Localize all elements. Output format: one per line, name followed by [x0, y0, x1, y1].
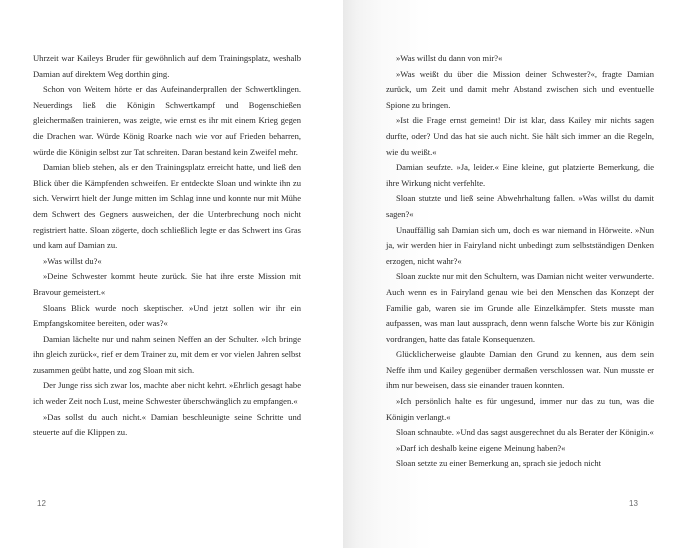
left-page-text — [33, 51, 301, 441]
paragraph: »Ist die Frage ernst gemeint! Dir ist klar, dass Kailey mir nichts sagen durfte, oder? Und das hat sie auch nicht. Sie hält sich immer an die Regeln, wie du weißt.« — [386, 115, 654, 157]
paragraph: Der Junge riss sich zwar los, machte aber nicht kehrt. »Ehrlich gesagt habe ich weder Zeit noch Lust, meine Schwester überschwänglich zu empfangen.« — [33, 380, 301, 407]
paragraph: Glücklicherweise glaubte Damian den Grund zu kennen, aus dem sein Neffe ihm und Kailey gegenüber dermaßen verschlossen war. Nun musste er ihm nur beweisen, dass sie einander trauen konnten. — [386, 349, 654, 391]
paragraph: Sloans Blick wurde noch skeptischer. »Und jetzt sollen wir ihr ein Empfangskomitee bereiten, oder was?« — [33, 302, 301, 329]
page-number: 12 — [37, 499, 46, 508]
paragraph: »Was weißt du über die Mission deiner Schwester?«, fragte Damian zurück, um Zeit und damit mehr Abstand zwischen sich und eventuelle Spione zu bringen. — [386, 68, 654, 110]
paragraph: Sloan zuckte nur mit den Schultern, was Damian nicht weiter verwunderte. Auch wenn es in Fairyland genau wie bei den Menschen das Konzept der Familie gab, waren sie im Grunde alle Einzelkämpfer. Stets musste man aufpassen, was man laut aussprach, denn wenn falsche Worte bis zur Königin vordrangen, hatte das fatale Konsequenzen. — [386, 271, 654, 344]
paragraph: »Das sollst du auch nicht.« Damian beschleunigte seine Schritte und steuerte auf die Klippen zu. — [33, 411, 301, 438]
paragraph: »Ich persönlich halte es für ungesund, immer nur das zu tun, was die Königin verlangt.« — [386, 396, 654, 422]
paragraph: Damian blieb stehen, als er den Trainingsplatz erreicht hatte, und ließ den Blick über die Kämpfenden schweifen. Er entdeckte Sloan und winkte ihn zu sich. Verwirrt hielt der Junge mitten im Schlag inne und konnte nur mit Mühe dem Schwert des Gegners ausweichen, der die Unterbrechung noch nicht registriert hatte. Sloan zögerte, doch schließlich legte er das Schwert ins Gras und kam auf Damian zu. — [33, 162, 301, 251]
paragraph: Sloan stutzte und ließ seine Abwehrhaltung fallen. »Was willst du damit sagen?« — [386, 193, 654, 219]
paragraph: »Darf ich deshalb keine eigene Meinung haben?« — [396, 442, 566, 453]
paragraph: Sloan setzte zu einer Bemerkung an, sprach sie jedoch nicht — [396, 458, 602, 469]
paragraph: Schon von Weitem hörte er das Aufeinanderprallen der Schwertklingen. Neuerdings ließ die Königin Schwertkampf und Bogenschießen gleichermaßen trainieren, was zeigte, wie ernst es ihr mit einem Krieg gegen die Drachen war. Würde König Roarke nach wie vor auf Frieden beharren, würde die Königin selbst zur Tat schreiten. Daran bestand kein Zweifel mehr. — [33, 84, 301, 157]
right-page-text — [386, 51, 654, 472]
paragraph: »Deine Schwester kommt heute zurück. Sie hat ihre erste Mission mit Bravour gemeistert.« — [33, 271, 301, 297]
paragraph: Unauffällig sah Damian sich um, doch es war niemand in Hörweite. »Nun ja, wir werden hier in Fairyland nicht unbedingt zum selbstständigen Denken erzogen, nicht wahr?« — [386, 224, 654, 266]
right-page — [343, 0, 686, 548]
paragraph: Sloan schnaubte. »Und das sagst ausgerechnet du als Berater der Königin.« — [396, 427, 654, 438]
paragraph: »Was willst du dann von mir?« — [396, 53, 503, 63]
paragraph: Damian lächelte nur und nahm seinen Neffen an der Schulter. »Ich bringe ihn gleich zurück«, rief er dem Trainer zu, mit dem er vor vielen Jahren selbst zusammen geübt hatte, und zog Sloan mit sich. — [33, 333, 301, 375]
paragraph: Uhrzeit war Kaileys Bruder für gewöhnlich auf dem Trainingsplatz, weshalb Damian auf direktem Weg dorthin ging. — [33, 53, 301, 79]
page-number: 13 — [629, 499, 638, 508]
paragraph: Damian seufzte. »Ja, leider.« Eine kleine, gut platzierte Bemerkung, die ihre Wirkung nicht verfehlte. — [386, 162, 654, 188]
paragraph: »Was willst du?« — [43, 255, 102, 266]
